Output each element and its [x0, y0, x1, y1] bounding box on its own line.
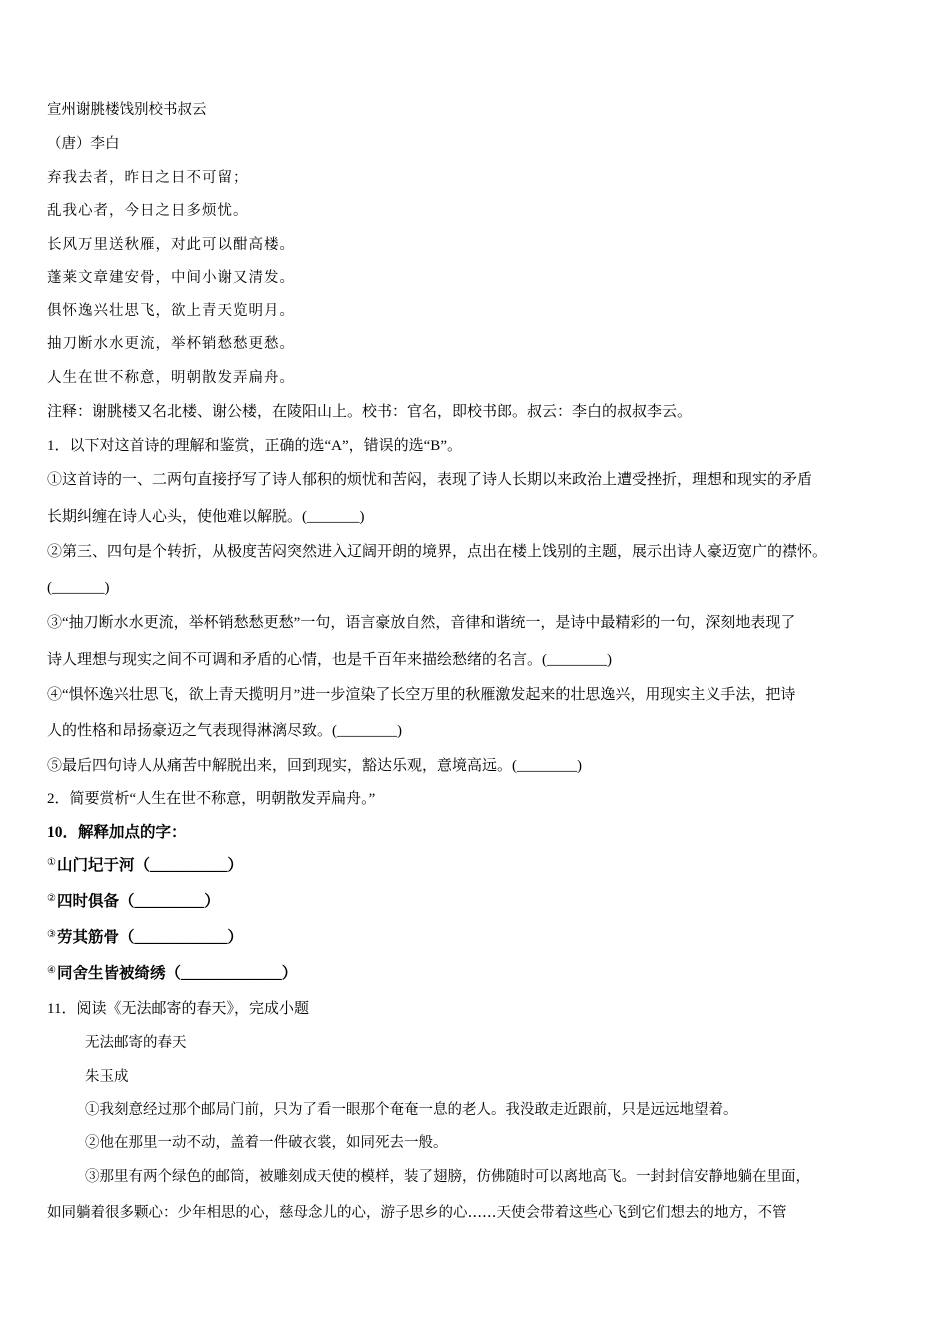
q1-item4-line1: ④“惧怀逸兴壮思飞，欲上青天揽明月”进一步渲染了长空万里的秋雁激发起来的壮思逸兴，用现实主义手法，把诗	[47, 687, 796, 703]
q10-item-2-text: 四时俱备（_________）	[56, 893, 220, 910]
poem-line-6: 抽刀断水水更流，举杯销愁愁更愁。	[47, 336, 295, 352]
q10-item-2	[47, 892, 220, 914]
q10-item-2-number: ②	[47, 893, 56, 904]
q2-stem: 2．简要赏析“人生在世不称意，明朝散发弄扁舟。”	[47, 791, 376, 807]
article-author: 朱玉成	[85, 1069, 129, 1085]
q10-item-3	[47, 928, 243, 950]
poem-line-1: 弃我去者，昨日之日不可留；	[47, 170, 249, 186]
q1-item2-line1: ②第三、四句是个转折，从极度苦闷突然进入辽阔开朗的境界，点出在楼上饯别的主题，展示出诗人豪迈宽广的襟怀。	[47, 544, 828, 560]
q10-stem: 10．解释加点的字：	[47, 824, 187, 841]
q1-item1-line2: 长期纠缠在诗人心头，使他难以解脱。(_______)	[47, 509, 365, 525]
q1-item3-line2: 诗人理想与现实之间不可调和矛盾的心情，也是千百年来描绘愁绪的名言。(________)	[47, 652, 612, 668]
q10-item-1	[47, 856, 243, 878]
poem-line-5: 俱怀逸兴壮思飞，欲上青天览明月。	[47, 303, 295, 319]
article-paragraph-3-line2: 如同躺着很多颗心：少年相思的心，慈母念儿的心，游子思乡的心……天使会带着这些心飞到它们想去的地方，不管	[47, 1205, 787, 1221]
poem-note: 注释：谢朓楼又名北楼、谢公楼，在陵阳山上。校书：官名，即校书郎。叔云：李白的叔叔李云。	[47, 404, 693, 420]
q1-stem: 1．以下对这首诗的理解和鉴赏，正确的选“A”，错误的选“B”。	[47, 438, 462, 454]
article-paragraph-3-line1: ③那里有两个绿色的邮筒，被雕刻成天使的模样，装了翅膀，仿佛随时可以离地高飞。一封封信安静地躺在里面，	[85, 1169, 810, 1185]
q1-item3-line1: ③“抽刀断水水更流，举杯销愁愁更愁”一句，语言豪放自然，音律和谐统一，是诗中最精彩的一句，深刻地表现了	[47, 615, 796, 631]
article-paragraph-1: ①我刻意经过那个邮局门前，只为了看一眼那个奄奄一息的老人。我没敢走近跟前，只是远远地望着。	[85, 1102, 738, 1118]
poem-line-4: 蓬莱文章建安骨，中间小谢又清发。	[47, 270, 295, 286]
q1-item4-line2: 人的性格和昂扬豪迈之气表现得淋漓尽致。(________)	[47, 723, 402, 739]
q10-item-3-text: 劳其筋骨（____________）	[56, 929, 243, 946]
poem-line-3: 长风万里送秋雁，对此可以酣高楼。	[47, 237, 295, 253]
article-title: 无法邮寄的春天	[85, 1035, 187, 1051]
q1-item2-line2: (_______)	[47, 580, 110, 596]
q10-item-4-text: 同舍生皆被绮绣（_____________）	[56, 965, 298, 982]
q11-stem: 11．阅读《无法邮寄的春天》，完成小题	[47, 1001, 309, 1017]
q10-item-4-number: ④	[47, 965, 56, 976]
q10-item-1-number: ①	[47, 857, 56, 868]
q1-item5: ⑤最后四句诗人从痛苦中解脱出来，回到现实，豁达乐观，意境高远。(________)	[47, 758, 582, 774]
poem-line-2: 乱我心者，今日之日多烦忧。	[47, 203, 249, 219]
poem-line-7: 人生在世不称意，明朝散发弄扁舟。	[47, 370, 295, 386]
q10-item-3-number: ③	[47, 929, 56, 940]
article-paragraph-2: ②他在那里一动不动，盖着一件破衣裳，如同死去一般。	[85, 1135, 448, 1151]
q1-item1-line1: ①这首诗的一、二两句直接抒写了诗人郁积的烦忧和苦闷，表现了诗人长期以来政治上遭受挫折，理想和现实的矛盾	[47, 472, 813, 488]
q10-item-4	[47, 964, 297, 986]
poem-author: （唐）李白	[47, 136, 120, 152]
poem-title: 宣州谢朓楼饯别校书叔云	[47, 102, 207, 118]
q10-item-1-text: 山门圮于河（__________）	[56, 857, 243, 874]
